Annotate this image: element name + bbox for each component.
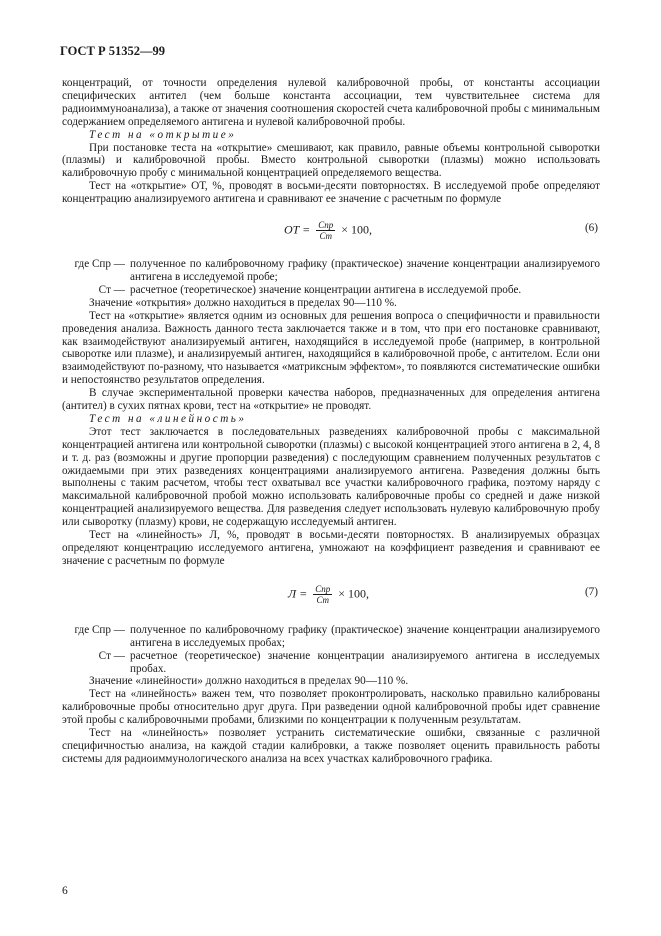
definition-text: полученное по калибровочному графику (практическое) значение концентрации анализируемого антигена в исследуемых пробах;	[130, 623, 600, 649]
fraction	[313, 584, 332, 605]
definition	[62, 624, 600, 650]
definition-text: расчетное (теоретическое) значение концентрации антигена в исследуемой пробе.	[130, 283, 522, 296]
formula-lhs: Л =	[288, 586, 308, 601]
definition	[62, 284, 600, 297]
paragraph: Тест на «линейность» важен тем, что позволяет проконтролировать, насколько правильно калиброваны калибровочные пробы относительно друг друга. При разведении одной калибровочной пробы идет сравнение этой пробы с калибровочными пробами, близкими по концентрации к полученным результатам.	[62, 688, 600, 727]
formula-7	[62, 576, 600, 616]
page-number: 6	[62, 885, 68, 897]
paragraph: Этот тест заключается в последовательных разведениях калибровочной пробы с максимальной концентрацией антигена или контрольной сыворотки (плазмы) с высокой концентрацией этого антигена в 2, 4, 8 и т. д. раз (возможны и другие пропорции разведения) с последующим сравнением полученных результатов с ожидаемыми при этих разведениях концентрациями анализируемого антигена. Разведения должны быть выполнены с таким расчетом, чтобы тест охватывал все участки калибровочного графика, поэтому наряду с максимальной калибровочной пробой можно использовать калибровочные пробы со средней и даже низкой концентрацией анализируемого вещества. Для разведения следует использовать нулевую калибровочную пробу или сыворотку (плазму) крови, не содержащую исследуемый антиген.	[62, 425, 600, 529]
formula-6	[62, 212, 600, 252]
paragraph: Тест на «линейность» Л, %, проводят в восьми-десяти повторностях. В анализируемых образцах определяют концентрацию исследуемого антигена, умножают на коэффициент разведения и сравнивают ее значение с расчетным по формуле	[62, 529, 600, 567]
definition	[62, 258, 600, 284]
formula-rhs: × 100,	[341, 222, 373, 237]
definition-symbol: Cт —	[98, 649, 125, 662]
subheading-open-test: Тест на «открытие»	[89, 128, 237, 141]
paragraph: Тест на «открытие» является одним из основных для решения вопроса о специфичности и правильности проведения анализа. Важность данного теста заключается также и в том, что при его постановке сравнивают, как взаимодействуют анализируемый антиген, находящийся в исследуемой пробе (например, в контрольной сыворотке или плазме), и анализируемый антиген, находящийся в калибровочной пробе, с антителом. Если они взаимодействуют по-разному, что называется «матриксным эффектом», то появляются систематические ошибки и непостоянство результатов определения.	[62, 309, 600, 387]
fraction-numerator: Cпр	[315, 583, 331, 594]
fraction-numerator: Cпр	[318, 220, 334, 231]
paragraph: Тест на «открытие» ОТ, %, проводят в восьми-десяти повторностях. В исследуемой пробе определяют концентрацию анализируемого антигена и сравнивают ее значение с расчетным по формуле	[62, 180, 600, 206]
definition-symbol: где Cпр —	[74, 258, 125, 271]
paragraph: Тест на «линейность» позволяет устранить систематические ошибки, связанные с различной специфичностью анализа, на каждой стадии калибровки, а также позволяет оценить правильность работы системы для радиоиммунологического анализа на всех участках калибровочного графика.	[62, 727, 600, 765]
definition-text: полученное по калибровочному графику (практическое) значение концентрации анализируемого антигена в исследуемой пробе;	[130, 258, 600, 283]
subheading-linearity-test: Тест на «линейность»	[89, 412, 247, 425]
definition-text: расчетное (теоретическое) значение концентрации анализируемого антигена в исследуемых пробах.	[130, 649, 600, 675]
fraction-denominator: Cт	[319, 231, 332, 242]
definition	[62, 650, 600, 676]
paragraph: Значение «линейности» должно находиться в пределах 90—110 %.	[89, 675, 409, 688]
document-page	[62, 44, 600, 766]
formula-rhs: × 100,	[338, 586, 370, 601]
document-header: ГОСТ Р 51352—99	[60, 44, 166, 58]
paragraph: Значение «открытия» должно находиться в пределах 90—110 %.	[89, 296, 397, 309]
paragraph: В случае экспериментальной проверки качества наборов, предназначенных для определения антигена (антител) в сухих пятнах крови, тест на «открытие» не проводят.	[62, 387, 600, 413]
formula-lhs: OT =	[284, 222, 311, 237]
paragraph: При постановке теста на «открытие» смешивают, как правило, равные объемы контрольной сыворотки (плазмы) и калибровочной пробы. Вместо контрольной сыворотки (плазмы) можно использовать калибровочную пробу с минимальной концентрацией определяемого вещества.	[62, 141, 600, 180]
paragraph: концентраций, от точности определения нулевой калибровочной пробы, от константы ассоциации специфических антител (чем больше константа ассоциации, тем чувствительнее система для радиоиммуноанализа), а также от значения соотношения скоростей счета калибровочной пробы с минимальным содержанием определяемого антигена и нулевой калибровочной пробы.	[62, 77, 600, 128]
fraction	[316, 220, 335, 241]
definition-symbol: где Cпр —	[74, 623, 125, 636]
formula-number: (7)	[584, 585, 598, 598]
formula-number: (6)	[584, 222, 598, 235]
definition-symbol: Cт —	[98, 283, 125, 296]
fraction-denominator: Cт	[316, 594, 329, 605]
